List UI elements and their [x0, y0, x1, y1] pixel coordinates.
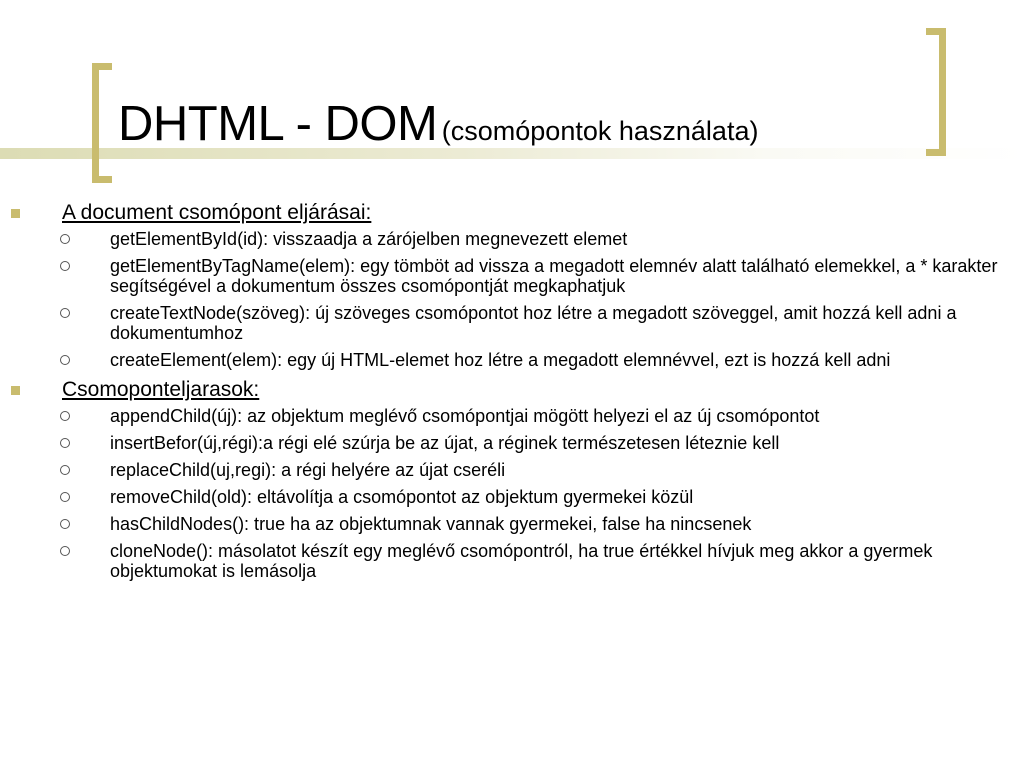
- list-item: [0, 256, 1024, 296]
- slide-content: [0, 201, 1024, 588]
- circle-bullet-icon: [60, 492, 70, 502]
- section-heading-text: Csomoponteljarasok:: [62, 378, 260, 401]
- list-item: [0, 514, 1024, 534]
- section-heading-text: A document csomópont eljárásai:: [62, 201, 372, 224]
- right-bracket-decoration: [926, 28, 946, 156]
- section-heading: [0, 378, 1024, 402]
- list-item-text: getElementById(id): visszaadja a zárójelben megnevezett elemet: [110, 229, 628, 249]
- list-item-text: replaceChild(uj,regi): a régi helyére az újat cseréli: [110, 460, 506, 480]
- title-subtitle: (csomópontok használata): [441, 116, 759, 146]
- list-item: [0, 303, 1024, 343]
- list-item: [0, 350, 1024, 370]
- list-item-text: createTextNode(szöveg): új szöveges csomópontot hoz létre a megadott szöveggel, amit hozzá kell adni a dokumentumhoz: [110, 303, 957, 343]
- list-item-text: getElementByTagName(elem): egy tömböt ad vissza a megadott elemnév alatt található elemekkel, a * karakter segítségével a dokumentum összes csomópontját megkaphatjuk: [110, 256, 998, 296]
- circle-bullet-icon: [60, 465, 70, 475]
- circle-bullet-icon: [60, 519, 70, 529]
- circle-bullet-icon: [60, 308, 70, 318]
- list-item-text: removeChild(old): eltávolítja a csomópontot az objektum gyermekei közül: [110, 487, 694, 507]
- slide-title: [118, 97, 759, 164]
- title-main: DHTML - DOM: [118, 97, 438, 151]
- circle-bullet-icon: [60, 546, 70, 556]
- list-item-text: insertBefor(új,régi):a régi elé szúrja be az újat, a réginek természetesen léteznie kell: [110, 433, 780, 453]
- list-item: [0, 406, 1024, 426]
- list-item-text: hasChildNodes(): true ha az objektumnak vannak gyermekei, false ha nincsenek: [110, 514, 752, 534]
- list-item-text: createElement(elem): egy új HTML-elemet hoz létre a megadott elemnévvel, ezt is hozzá kell adni: [110, 350, 891, 370]
- left-bracket-decoration: [92, 63, 112, 183]
- list-item: [0, 229, 1024, 249]
- circle-bullet-icon: [60, 355, 70, 365]
- list-item: [0, 487, 1024, 507]
- section-heading: [0, 201, 1024, 225]
- square-bullet-icon: [11, 386, 20, 395]
- circle-bullet-icon: [60, 411, 70, 421]
- square-bullet-icon: [11, 209, 20, 218]
- circle-bullet-icon: [60, 261, 70, 271]
- list-item: [0, 541, 1024, 581]
- circle-bullet-icon: [60, 234, 70, 244]
- list-item-text: appendChild(új): az objektum meglévő csomópontjai mögött helyezi el az új csomópontot: [110, 406, 820, 426]
- list-item: [0, 433, 1024, 453]
- circle-bullet-icon: [60, 438, 70, 448]
- list-item: [0, 460, 1024, 480]
- list-item-text: cloneNode(): másolatot készít egy meglévő csomópontról, ha true értékkel hívjuk meg akkor a gyermek objektumokat is lemásolja: [110, 541, 933, 581]
